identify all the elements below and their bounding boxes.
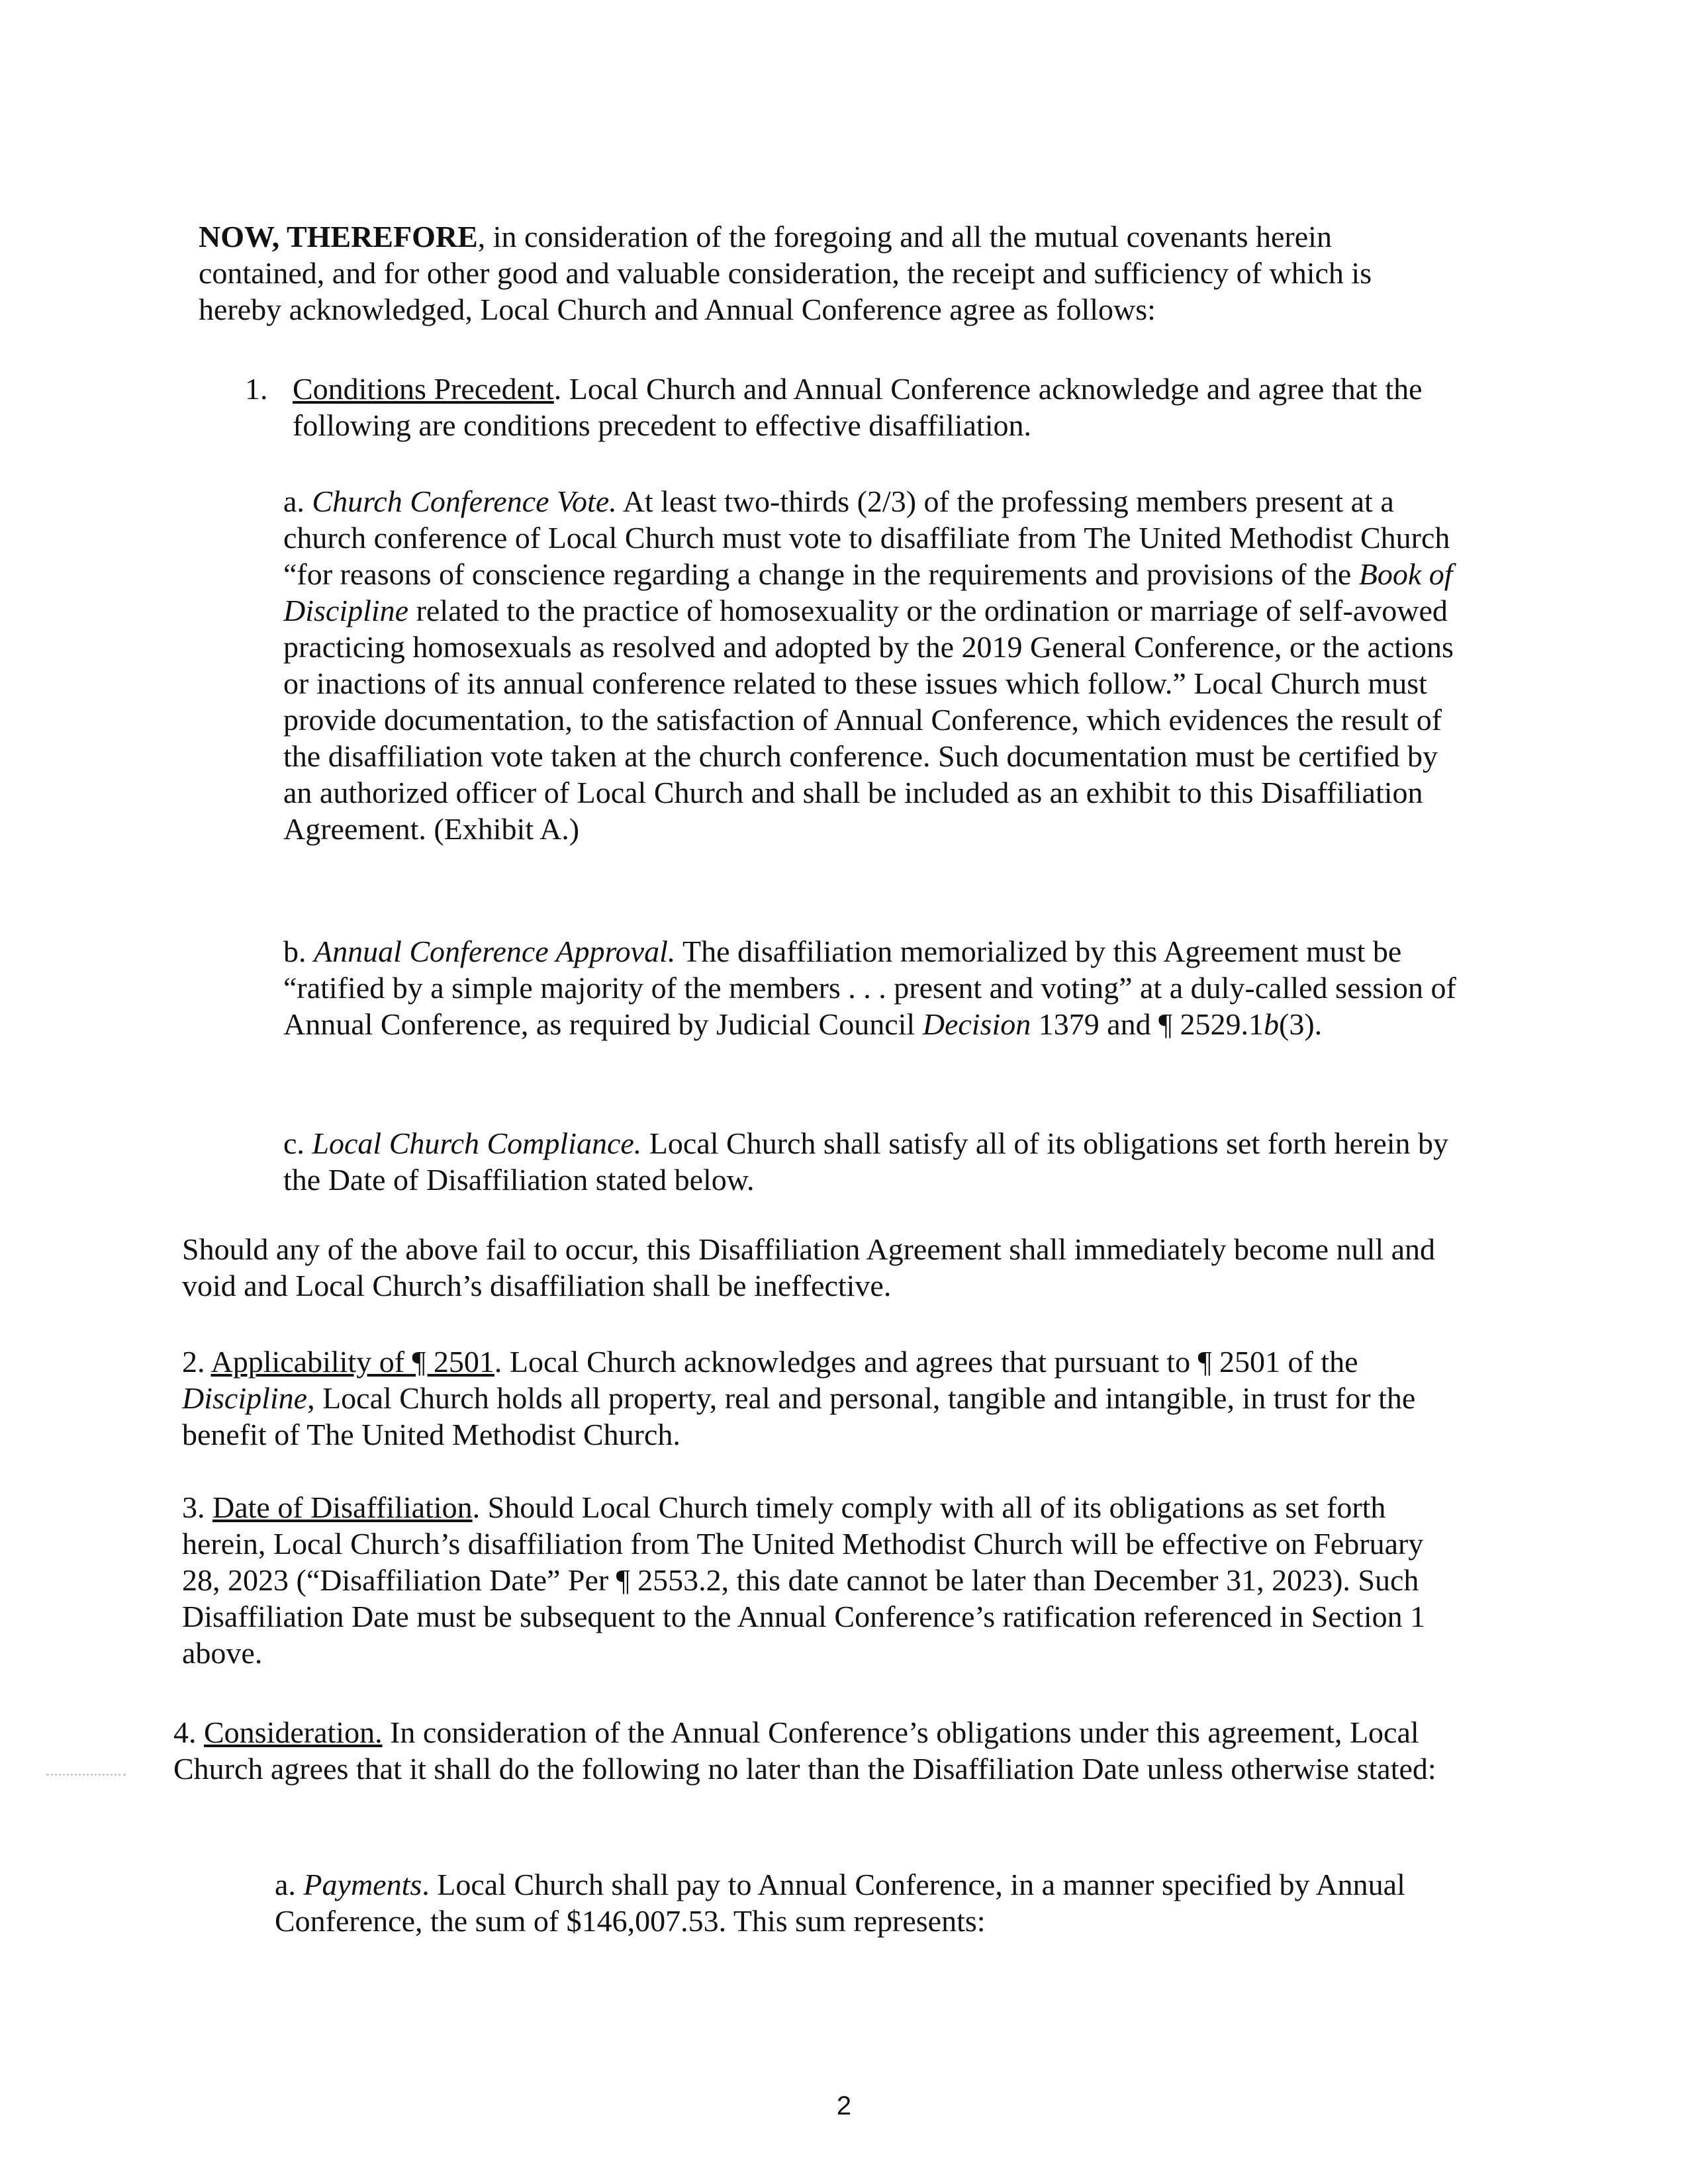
section-4a-title: Payments (303, 1868, 422, 1901)
section-1b-text-3: (3). (1279, 1007, 1323, 1041)
scan-artifact (46, 1774, 126, 1780)
section-4 (173, 1714, 1444, 1787)
section-2-text-1: . Local Church acknowledges and agrees that pursuant to ¶ 2501 of the (494, 1345, 1358, 1379)
section-4-heading: Consideration. (204, 1715, 383, 1749)
section-1-heading: Conditions Precedent (293, 372, 554, 406)
section-1c-title: Local Church Compliance. (312, 1126, 642, 1160)
section-1a-text-2: related to the practice of homosexuality or the ordination or marriage of self-avowed practicing homosexuals as resolved and adopted by the 2019 General Conference, or the actions or inactions of its annual conference related to these issues which follow.” Local Church must provide documentation, to the satisfaction of Annual Conference, which evidences the result of the disaffiliation vote taken at the church conference. Such documentation must be certified by an authorized officer of Local Church and shall be included as an exhibit to this Disaffiliation Agreement. (Exhibit A.) (283, 594, 1454, 846)
section-1b-text-2: 1379 and ¶ 2529.1 (1031, 1007, 1264, 1041)
section-1a-text-1: At least two-thirds (2/3) of the professing members present at a church conference of Local Church must vote to disaffiliate from The United Methodist Church “for reasons of conscience regarding a change in the requirements and provisions of the (283, 484, 1450, 591)
section-1a-prefix: a. (283, 484, 312, 518)
section-1b (283, 933, 1462, 1042)
section-1b-text-1: The disaffiliation memorialized by this Agreement must be “ratified by a simple majority of the members . . . present and voting” at a duly-called session of Annual Conference, as required by Judicial Council (283, 934, 1456, 1041)
section-1b-title: Annual Conference Approval. (314, 934, 676, 968)
section-1-number: 1. (245, 372, 268, 406)
section-1a-book-title: Book of Discipline (283, 557, 1453, 627)
section-3 (182, 1489, 1440, 1671)
section-4-text: In consideration of the Annual Conference’s obligations under this agreement, Local Church agrees that it shall do the following no later than the Disaffiliation Date unless otherwise stated: (173, 1715, 1436, 1786)
section-2-discipline: Discipline (182, 1381, 308, 1415)
intro-lead: NOW, THEREFORE (199, 220, 478, 253)
section-1c-prefix: c. (283, 1126, 312, 1160)
section-3-number: 3. (182, 1490, 212, 1524)
section-2-number: 2. (182, 1345, 211, 1379)
section-3-text: . Should Local Church timely comply with all of its obligations as set forth herein, Local Church’s disaffiliation from The United Methodist Church will be effective on February 28, 2023 (“Disaffiliation Date” Per ¶ 2553.2, this date cannot be later than December 31, 2023). Such Disaffiliation Date must be subsequent to the Annual Conference’s ratification referenced in Section 1 above. (182, 1490, 1426, 1670)
section-1 (245, 371, 1463, 443)
section-4a-prefix: a. (275, 1868, 304, 1901)
should-fail-paragraph: Should any of the above fail to occur, this Disaffiliation Agreement shall immediately become null and void and Local Church’s disaffiliation shall be ineffective. (182, 1232, 1436, 1302)
intro-text: , in consideration of the foregoing and all the mutual covenants herein contained, and for other good and valuable consideration, the receipt and sufficiency of which is hereby acknowledged, Local Church and Annual Conference agree as follows: (199, 220, 1372, 326)
section-3-heading: Date of Disaffiliation (212, 1490, 473, 1524)
section-2-text-2: , Local Church holds all property, real and personal, tangible and intangible, in trust for the benefit of The United Methodist Church. (182, 1381, 1416, 1451)
page-number: 2 (836, 2091, 852, 2120)
section-1-text: . Local Church and Annual Conference acknowledge and agree that the following are conditions precedent to effective disaffiliation. (293, 372, 1423, 442)
section-1b-prefix: b. (283, 934, 314, 968)
section-1b-decision: Decision (922, 1007, 1031, 1041)
section-2 (182, 1343, 1440, 1453)
section-1a-title: Church Conference Vote. (312, 484, 617, 518)
section-4a-text: . Local Church shall pay to Annual Conference, in a manner specified by Annual Conference, the sum of $146,007.53. This sum represents: (275, 1868, 1405, 1938)
section-4a (275, 1866, 1453, 1939)
section-1b-b-italic: b (1264, 1007, 1279, 1041)
section-1-body (293, 371, 1463, 443)
section-4-number: 4. (173, 1715, 204, 1749)
section-1a (283, 483, 1462, 847)
section-1c (283, 1125, 1462, 1198)
intro-paragraph (199, 218, 1456, 328)
section-1c-text: Local Church shall satisfy all of its obligations set forth herein by the Date of Disaffiliation stated below. (283, 1126, 1449, 1197)
section-2-heading: Applicability of ¶ 2501 (211, 1345, 494, 1379)
